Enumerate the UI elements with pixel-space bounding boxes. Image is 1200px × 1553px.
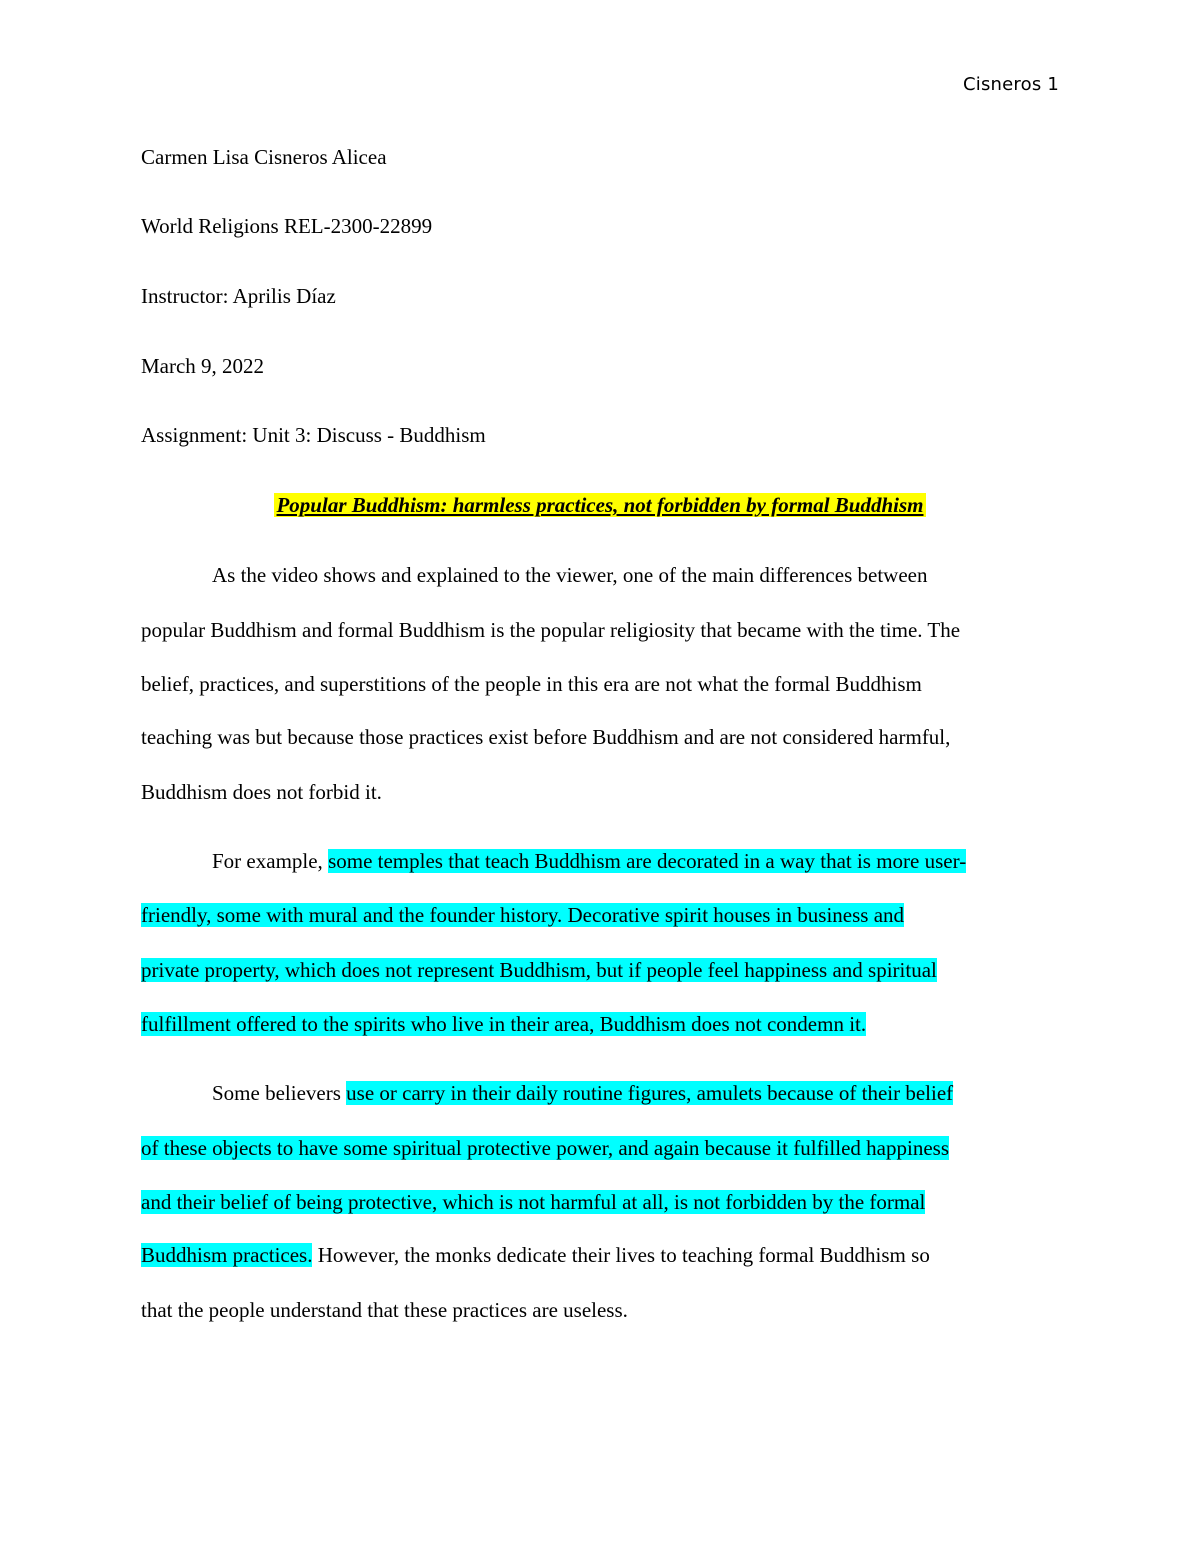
paragraph-2-line-2 bbox=[141, 901, 904, 929]
instructor-line: Instructor: Aprilis Díaz bbox=[141, 284, 336, 308]
paragraph-1-line-5: Buddhism does not forbid it. bbox=[141, 780, 382, 804]
highlighted-text: some temples that teach Buddhism are decorated in a way that is more user- bbox=[328, 849, 967, 873]
paragraph-3-line-1 bbox=[212, 1079, 953, 1107]
paragraph-2-line-1-text: For example, bbox=[212, 849, 329, 873]
paragraph-3-line-1-text: Some believers bbox=[212, 1081, 347, 1105]
paragraph-3-line-4 bbox=[141, 1241, 930, 1269]
paragraph-3-line-2 bbox=[141, 1134, 949, 1162]
paragraph-3-line-3 bbox=[141, 1188, 925, 1216]
running-head: Cisneros 1 bbox=[963, 74, 1059, 95]
paragraph-3-line-5: that the people understand that these practices are useless. bbox=[141, 1298, 628, 1322]
highlighted-text: friendly, some with mural and the founder history. Decorative spirit houses in business and bbox=[141, 903, 905, 927]
highlighted-text: of these objects to have some spiritual protective power, and again because it fulfilled happiness bbox=[141, 1136, 949, 1160]
paragraph-2-line-3 bbox=[141, 956, 937, 984]
date-line: March 9, 2022 bbox=[141, 354, 265, 378]
paragraph-2-line-4 bbox=[141, 1010, 866, 1038]
highlighted-text: Buddhism practices. bbox=[141, 1243, 313, 1267]
highlighted-text: and their belief of being protective, which is not harmful at all, is not forbidden by the formal bbox=[141, 1190, 926, 1214]
assignment-line: Assignment: Unit 3: Discuss - Buddhism bbox=[141, 423, 486, 447]
paragraph-1-line-2: popular Buddhism and formal Buddhism is the popular religiosity that became with the time. The bbox=[141, 618, 961, 642]
highlighted-text: private property, which does not represent Buddhism, but if people feel happiness and spiritual bbox=[141, 958, 937, 982]
highlighted-text: use or carry in their daily routine figures, amulets because of their belief bbox=[346, 1081, 954, 1105]
course-name: World Religions REL-2300-22899 bbox=[141, 214, 433, 238]
paragraph-1-line-3: belief, practices, and superstitions of the people in this era are not what the formal Buddhism bbox=[141, 672, 922, 696]
paragraph-2-line-1 bbox=[212, 847, 966, 875]
author-name: Carmen Lisa Cisneros Alicea bbox=[141, 145, 387, 169]
paragraph-1-line-4: teaching was but because those practices exist before Buddhism and are not considered harmful, bbox=[141, 725, 951, 749]
essay-title bbox=[0, 492, 1200, 518]
paragraph-3-line-4-text: However, the monks dedicate their lives to teaching formal Buddhism so bbox=[312, 1243, 930, 1267]
essay-title-text: Popular Buddhism: harmless practices, not forbidden by formal Buddhism bbox=[276, 493, 924, 517]
highlighted-text: fulfillment offered to the spirits who live in their area, Buddhism does not condemn it. bbox=[141, 1012, 867, 1036]
paragraph-1-line-1: As the video shows and explained to the viewer, one of the main differences between bbox=[212, 563, 928, 587]
